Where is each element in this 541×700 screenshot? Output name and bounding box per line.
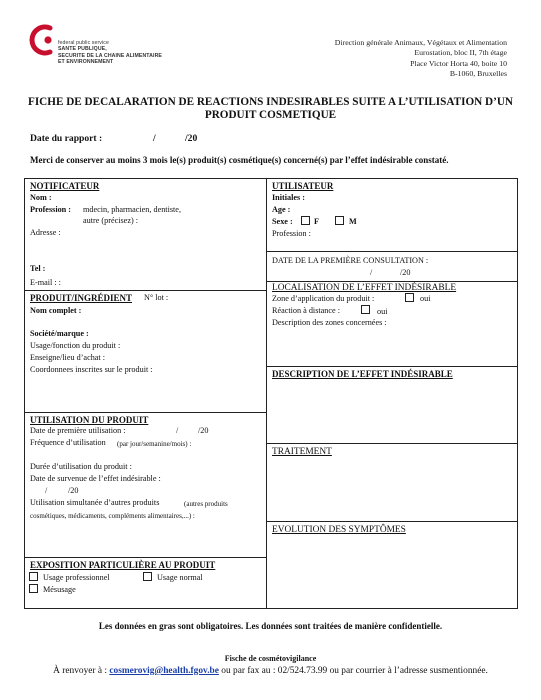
fps-logo-icon — [24, 22, 58, 58]
nom-complet-label[interactable]: Nom complet : — [30, 306, 82, 315]
renvoyer-label: À renvoyer à : — [53, 666, 107, 676]
email-label[interactable]: E-mail : : — [30, 278, 61, 287]
usage-normal-checkbox[interactable] — [143, 572, 152, 581]
profession-label[interactable]: Profession : — [30, 205, 72, 214]
adresse-label[interactable]: Adresse : — [30, 228, 61, 237]
simultanee-note-2: cosmétiques, médicaments, compléments alimentaires,...) : — [30, 512, 195, 520]
usage-fonction-label[interactable]: Usage/fonction du produit : — [30, 341, 121, 350]
divider — [266, 251, 518, 252]
address-line: Eurostation, bloc II, 7th étage — [414, 48, 507, 58]
date-rapport-sep[interactable]: / — [153, 133, 156, 144]
page-title — [0, 96, 541, 122]
frequence-label[interactable]: Fréquence d’utilisation — [30, 438, 106, 447]
zone-application-label: Zone d’application du produit : — [272, 294, 375, 303]
address-line: B-1060, Bruxelles — [449, 68, 507, 78]
date-survenue-label: Date de survenue de l’effet indésirable : — [30, 474, 161, 483]
zone-oui-checkbox[interactable] — [405, 293, 414, 302]
email-link[interactable]: cosmerovig@health.fgov.be — [109, 666, 219, 676]
zone-oui-label: oui — [420, 294, 431, 303]
consultation-date-sep[interactable]: / — [370, 268, 373, 277]
consultation-date-year[interactable]: /20 — [400, 268, 411, 277]
survenue-sep[interactable]: / — [45, 486, 48, 495]
nom-label[interactable]: Nom : — [30, 193, 52, 202]
reaction-oui-checkbox[interactable] — [361, 305, 370, 314]
date-rapport-year[interactable]: /20 — [185, 133, 198, 144]
description-effet-heading: DESCRIPTION DE L’EFFET INDÉSIRABLE — [272, 369, 453, 379]
usage-normal-label: Usage normal — [157, 573, 203, 582]
tel-label[interactable]: Tel : — [30, 264, 46, 273]
notificateur-heading: NOTIFICATEUR — [30, 181, 100, 191]
utilisation-heading: UTILISATION DU PRODUIT — [30, 415, 149, 425]
org-line: federal public service — [58, 40, 109, 46]
premiere-consultation-label: DATE DE LA PREMIÈRE CONSULTATION : — [272, 256, 429, 265]
return-rest: ou par fax au : 02/524.73.99 ou par courrier à l’adresse susmentionnée. — [221, 666, 488, 676]
sexe-m-checkbox[interactable] — [335, 216, 344, 225]
sexe-label: Sexe : — [272, 217, 293, 226]
mandatory-note: Les données en gras sont obligatoires. Les données sont traitées de manière confidentielle. — [98, 621, 443, 631]
org-line: SANTE PUBLIQUE, — [58, 46, 107, 53]
divider — [266, 366, 518, 367]
duree-label[interactable]: Durée d’utilisation du produit : — [30, 462, 132, 471]
divider — [266, 521, 518, 522]
traitement-heading: TRAITEMENT — [272, 447, 332, 457]
sexe-f-label: F — [314, 217, 320, 226]
address-line: Place Victor Horta 40, boite 10 — [410, 58, 507, 68]
lot-label[interactable]: N° lot : — [144, 293, 169, 302]
premiere-utilisation-year[interactable]: /20 — [198, 426, 209, 435]
utilisateur-heading: UTILISATEUR — [272, 181, 334, 191]
utilisation-simultanee-label[interactable]: Utilisation simultanée d’autres produits — [30, 498, 160, 507]
form-grid — [24, 178, 518, 609]
sexe-m-label: M — [349, 217, 357, 226]
evolution-heading: EVOLUTION DES SYMPTÔMES — [272, 525, 406, 535]
coordonnees-label[interactable]: Coordonnees inscrites sur le produit : — [30, 365, 153, 374]
address-line: Direction générale Animaux, Végétaux et Alimentation — [334, 38, 507, 47]
retention-notice: Merci de conserver au moins 3 mois le(s) produit(s) cosmétique(s) concerné(s) par l’effet indésirable constaté. — [30, 155, 449, 165]
usage-pro-label: Usage professionnel — [43, 573, 110, 582]
divider — [266, 281, 518, 282]
profession-option-1: mdecin, pharmacien, dentiste, — [83, 205, 181, 214]
initiales-label[interactable]: Initiales : — [272, 193, 305, 202]
address-block — [247, 38, 507, 79]
sexe-f-checkbox[interactable] — [301, 216, 310, 225]
description-zones-label[interactable]: Description des zones concernées : — [272, 318, 387, 327]
mesusage-checkbox[interactable] — [29, 584, 38, 593]
title-line-2: PRODUIT COSMETIQUE — [204, 109, 337, 121]
date-du-rapport-label: Date du rapport : — [30, 133, 103, 144]
utilisateur-profession-label[interactable]: Profession : — [272, 229, 311, 238]
localisation-heading: LOCALISATION DE L’EFFET INDÉSIRABLE — [272, 283, 457, 293]
frequence-note: (par jour/semanine/mois) : — [117, 440, 192, 448]
produit-heading: PRODUIT/INGRÉDIENT — [30, 293, 133, 303]
org-line: SECURITE DE LA CHAINE ALIMENTAIRE — [58, 52, 162, 59]
divider — [24, 557, 266, 558]
reaction-oui-label: oui — [377, 307, 388, 316]
exposition-heading: EXPOSITION PARTICULIÈRE AU PRODUIT — [30, 560, 216, 570]
fische-label: Fische de cosmétovigilance — [224, 654, 317, 663]
societe-marque-label[interactable]: Société/marque : — [30, 329, 89, 338]
column-divider — [266, 178, 267, 609]
divider — [24, 290, 266, 291]
return-instructions — [0, 666, 541, 676]
mesusage-label: Mésusage — [43, 585, 76, 594]
age-label[interactable]: Age : — [272, 205, 291, 214]
reaction-distance-label: Réaction à distance : — [272, 306, 340, 315]
simultanee-note-1: (autres produits — [184, 500, 228, 508]
title-line-1: FICHE DE DECALARATION DE REACTIONS INDESIRABLES SUITE A L’UTILISATION D’UN — [27, 96, 513, 108]
org-line: ET ENVIRONNEMENT — [58, 59, 114, 66]
enseigne-label[interactable]: Enseigne/lieu d’achat : — [30, 353, 106, 362]
divider — [266, 443, 518, 444]
usage-pro-checkbox[interactable] — [29, 572, 38, 581]
survenue-year[interactable]: /20 — [68, 486, 79, 495]
divider — [24, 412, 266, 413]
premiere-utilisation-sep[interactable]: / — [176, 426, 179, 435]
org-name — [58, 40, 162, 66]
profession-option-2: autre (précisez) : — [83, 216, 139, 225]
date-premiere-utilisation-label: Date de première utilisation : — [30, 426, 126, 435]
